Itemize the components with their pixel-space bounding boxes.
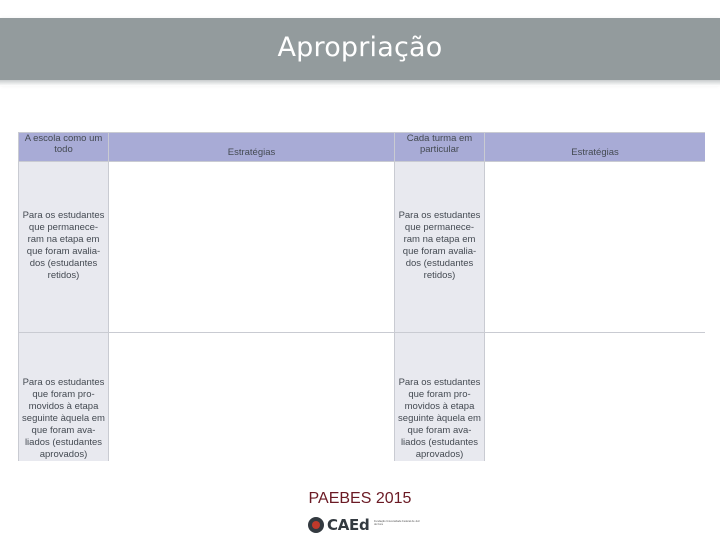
row-label-text: Para os estudantes que permanece-ram na etapa em que foram avalia-dos (estudantes retidos)	[22, 210, 105, 281]
header-school-as-whole: A escola como um todo	[19, 133, 109, 162]
caed-logo-word: CAEd	[327, 516, 370, 534]
footer-program-name: PAEBES 2015	[308, 490, 412, 507]
row-label-text: Para os estudantes que permanece-ram na etapa em que foram avalia-dos (estudantes retidos)	[398, 210, 481, 281]
table-header-row	[19, 133, 706, 162]
page-title: Apropriação	[277, 32, 443, 63]
header-each-class: Cada turma em particular	[395, 133, 485, 162]
strategy-cell-retained-school[interactable]	[109, 162, 395, 333]
title-bar	[0, 18, 720, 80]
caed-logo-tagline: Fundação Universidade Federal de Juiz de Fora	[374, 520, 420, 527]
row-label-retained-class	[395, 162, 485, 333]
row-label-promoted-class	[395, 333, 485, 462]
strategy-cell-promoted-school[interactable]	[109, 333, 395, 462]
header-strategies-school: Estratégias	[109, 133, 395, 162]
title-divider	[0, 80, 720, 86]
strategy-cell-retained-class[interactable]	[485, 162, 706, 333]
strategy-table	[18, 132, 705, 461]
row-label-promoted-school	[19, 333, 109, 462]
strategy-table-container	[18, 132, 705, 461]
table-row-retained	[19, 162, 706, 333]
row-label-text: Para os estudantes que foram pro-movidos à etapa seguinte àquela em que foram ava-liados (estudantes aprovados)	[22, 377, 105, 460]
strategy-cell-promoted-class[interactable]	[485, 333, 706, 462]
caed-logo	[308, 516, 418, 536]
header-strategies-class: Estratégias	[485, 133, 706, 162]
row-label-text: Para os estudantes que foram pro-movidos à etapa seguinte àquela em que foram ava-liados (estudantes aprovados)	[398, 377, 481, 460]
table-row-promoted	[19, 333, 706, 462]
row-label-retained-school	[19, 162, 109, 333]
caed-logo-icon	[308, 517, 324, 533]
